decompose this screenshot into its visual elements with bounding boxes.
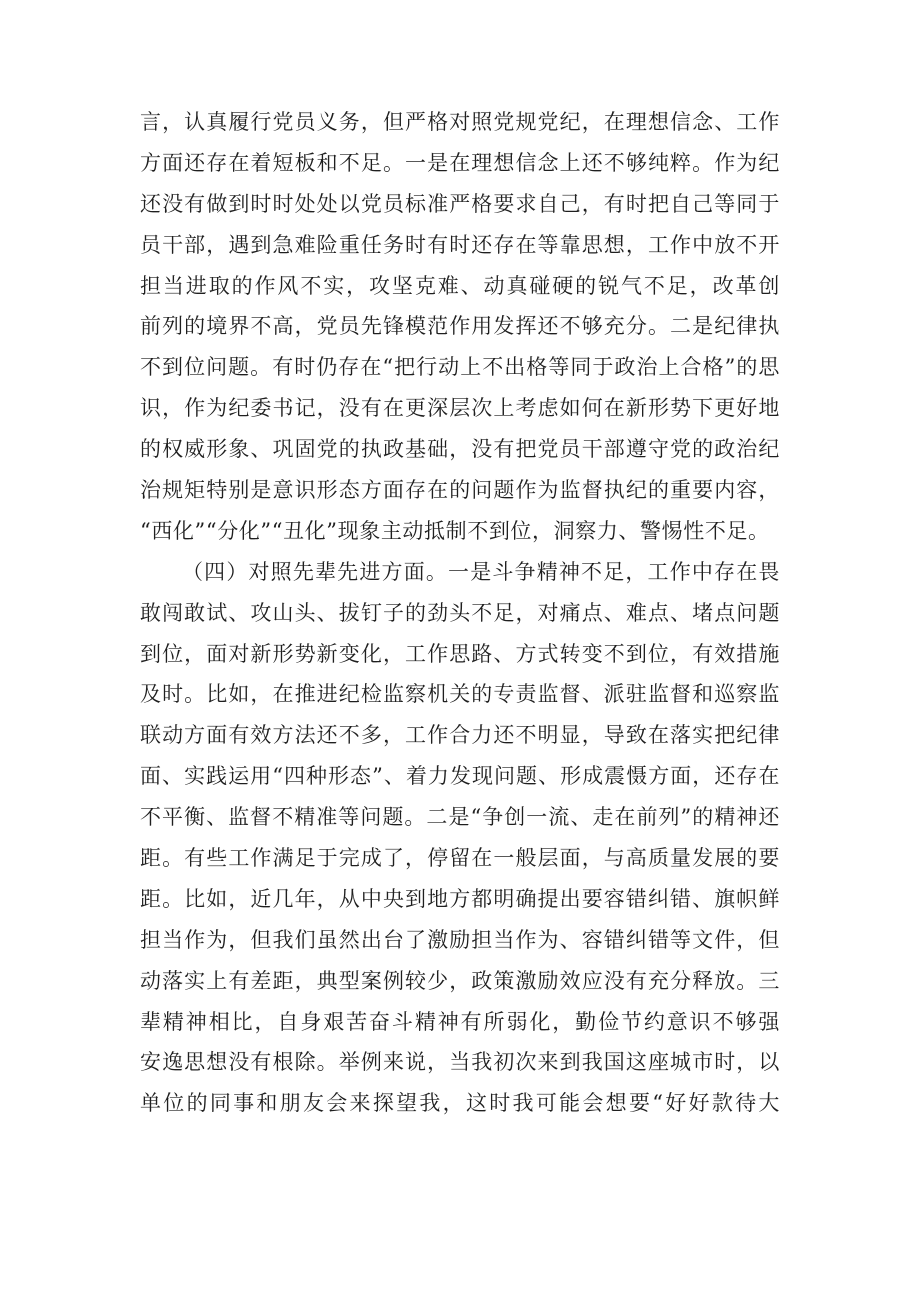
text-line: 及时。比如，在推进纪检监察机关的专责监督、派驻监督和巡察监 <box>140 682 780 707</box>
text-line: 敢闯敢试、攻山头、拔钉子的劲头不足，对痛点、难点、堵点问题 <box>140 600 780 625</box>
text-line: 治规矩特别是意识形态方面存在的问题作为监督执纪的重要内容， <box>140 478 780 503</box>
text-line: 面、实践运用“四种形态”、着力发现问题、形成震慑方面，还存在 <box>140 764 780 789</box>
paragraph-end-line: “西化”“分化”“丑化”现象主动抵制不到位，洞察力、警惕性不足。 <box>140 518 770 543</box>
text-line: 担当作为，但我们虽然出台了激励担当作为、容错纠错等文件，但 <box>140 927 780 952</box>
text-line: 担当进取的作风不实，攻坚克难、动真碰硬的锐气不足，改革创 <box>140 273 780 298</box>
text-line: 距。有些工作满足于完成了，停留在一般层面，与高质量发展的要 <box>140 846 780 871</box>
text-line: 还没有做到时时处处以党员标准严格要求自己，有时把自己等同于 <box>140 191 780 216</box>
text-line: 识，作为纪委书记，没有在更深层次上考虑如何在新形势下更好地 <box>140 396 780 421</box>
text-line: 辈精神相比，自身艰苦奋斗精神有所弱化，勤俭节约意识不够强 <box>140 1009 780 1034</box>
text-line: 不平衡、监督不精准等问题。二是“争创一流、走在前列”的精神还 <box>140 805 780 830</box>
text-line: 的权威形象、巩固党的执政基础，没有把党员干部遵守党的政治纪 <box>140 437 780 462</box>
section-heading-line: （四）对照先辈先进方面。一是斗争精神不足，工作中存在畏 <box>182 559 780 584</box>
text-line: 单位的同事和朋友会来探望我，这时我可能会想要“好好款待大 <box>140 1091 780 1116</box>
body-text <box>140 102 780 1124</box>
text-line: 安逸思想没有根除。举例来说，当我初次来到我国这座城市时，以 <box>140 1050 780 1075</box>
text-line: 距。比如，近几年，从中央到地方都明确提出要容错纠错、旗帜鲜 <box>140 886 780 911</box>
text-line: 联动方面有效方法还不多，工作合力还不明显，导致在落实把纪律 <box>140 723 780 748</box>
text-line: 不到位问题。有时仍存在“把行动上不出格等同于政治上合格”的思 <box>140 355 780 380</box>
text-line: 动落实上有差距，典型案例较少，政策激励效应没有充分释放。三 <box>140 968 780 993</box>
text-line: 到位，面对新形势新变化，工作思路、方式转变不到位，有效措施 <box>140 641 780 666</box>
text-line: 言，认真履行党员义务，但严格对照党规党纪，在理想信念、工作 <box>140 110 780 134</box>
text-line: 方面还存在着短板和不足。一是在理想信念上还不够纯粹。作为纪 <box>140 150 780 175</box>
text-line: 员干部，遇到急难险重任务时有时还存在等靠思想，工作中放不开 <box>140 232 780 257</box>
text-line: 前列的境界不高，党员先锋模范作用发挥还不够充分。二是纪律执 <box>140 314 780 339</box>
